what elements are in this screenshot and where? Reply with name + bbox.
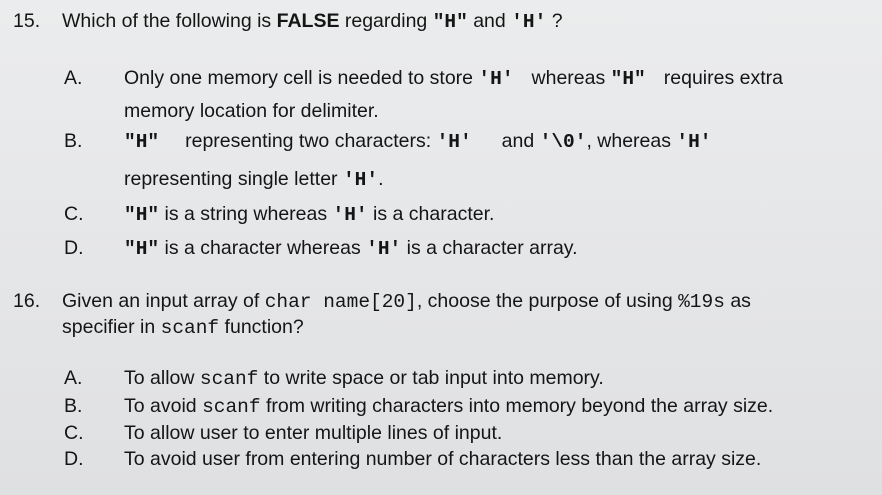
question-stem [62,9,563,34]
code-literal: 'H' [511,11,547,33]
code-literal: '\0' [539,131,587,153]
code-literal: char name[20] [264,291,417,313]
code-literal: 'H' [676,131,712,153]
option-text-run: is a character array. [401,237,578,259]
option-text-run: Only one memory cell is needed to store [124,67,479,89]
option-text-run: and [501,130,540,152]
option-letter: D. [64,448,84,470]
stem-text: Which of the following is [62,10,277,32]
option-text-run: whereas [531,67,611,89]
stem-text: Given an input array of [62,290,265,312]
option-text-run: . [378,168,384,190]
code-literal: "H" [610,68,646,90]
option-text-run: To avoid [124,395,203,417]
code-literal: "H" [124,238,160,260]
stem-text: function? [219,316,304,338]
code-literal: 'H' [342,169,379,191]
option-text-run: representing two characters: [185,130,437,152]
option-text-run: requires extra [663,67,783,89]
option-text: memory location for delimiter. [124,100,379,122]
question-stem [62,315,304,340]
option-letter: B. [64,395,83,417]
code-literal: "H" [124,131,160,153]
option-text-run: , whereas [586,130,677,152]
option-text [124,202,494,227]
option-text [124,129,712,154]
option-letter: A. [64,67,83,89]
option-text [124,236,578,261]
code-literal: 'H' [366,238,402,260]
option-letter: B. [64,130,83,152]
stem-text: as [724,290,751,312]
code-literal: 'H' [436,131,472,153]
stem-text: ? [546,10,563,32]
code-literal: "H" [124,204,160,226]
option-text [124,66,783,91]
option-text: To avoid user from entering number of characters less than the array size. [124,448,762,470]
stem-text: , choose the purpose of using [416,290,679,312]
question-number: 16. [13,290,41,312]
question-stem [62,289,751,314]
code-literal: %19s [678,291,725,313]
option-letter: A. [64,367,83,389]
option-text-run: from writing characters into memory beyond the array size. [260,395,774,417]
option-text [124,167,384,192]
question-number: 15. [13,10,41,32]
stem-text: and [467,10,512,32]
option-text-run: is a character. [367,203,495,225]
code-literal: "H" [432,11,468,33]
option-text-run: is a string whereas [159,203,333,225]
option-text [124,394,773,419]
option-text-run: to write space or tab input into memory. [258,367,604,389]
code-literal: 'H' [332,204,368,226]
option-text: To allow user to enter multiple lines of input. [124,422,503,444]
stem-text: regarding [339,10,433,32]
option-letter: C. [64,422,84,444]
code-literal: 'H' [478,68,514,90]
code-literal: scanf [160,317,220,339]
stem-text: specifier in [62,316,161,338]
option-letter: D. [64,237,84,259]
stem-emphasis-false: FALSE [276,10,340,32]
code-literal: scanf [199,368,259,390]
option-letter: C. [64,203,84,225]
option-text-run: To allow [124,367,200,389]
option-text-run: is a character whereas [159,237,367,259]
option-text-run: representing single letter [124,168,343,190]
option-text [124,366,604,391]
code-literal: scanf [202,396,261,418]
